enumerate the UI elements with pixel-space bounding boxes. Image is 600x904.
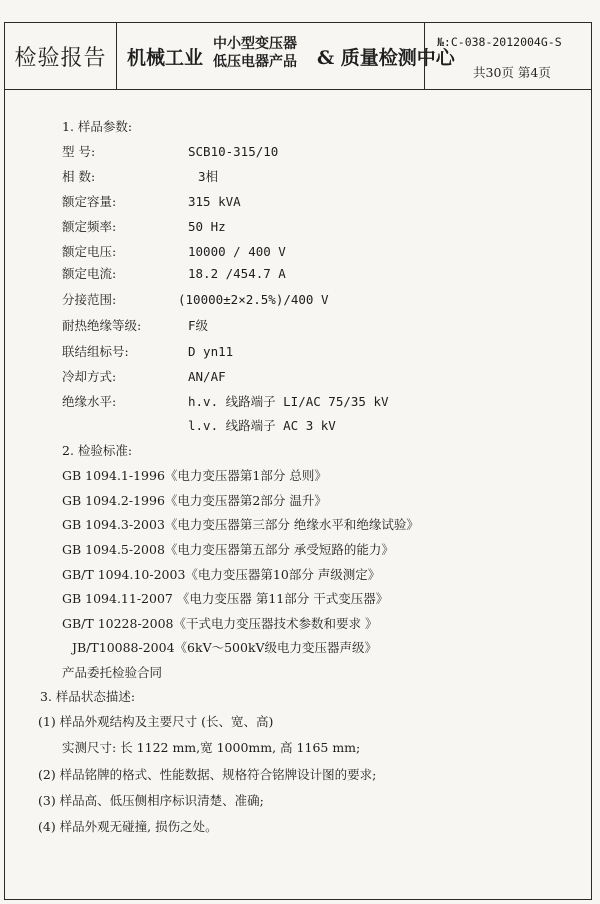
standard-item: GB 1094.11-2007 《电力变压器 第11部分 干式变压器》 [62, 591, 389, 606]
standard-item: GB/T 10228-2008《干式电力变压器技术参数和要求 》 [62, 616, 378, 631]
param-value: F级 [188, 318, 209, 333]
param-value: 50 Hz [188, 219, 226, 234]
org-line-a: 中小型变压器 [213, 36, 297, 52]
param-label: 额定电压: [62, 244, 117, 259]
param-label: 冷却方式: [62, 369, 117, 384]
param-label: 额定容量: [62, 194, 117, 209]
org-name-stacked [213, 35, 297, 71]
param-value: 18.2 /454.7 A [188, 266, 286, 281]
report-number: №:C-038-2012004G-S [437, 35, 562, 49]
param-label: 耐热绝缘等级: [62, 318, 142, 333]
section2-title: 2. 检验标准: [62, 443, 133, 458]
param-value: (10000±2×2.5%)/400 V [178, 292, 329, 307]
param-label: 额定频率: [62, 219, 117, 234]
status-item: 实测尺寸: 长 1122 mm,宽 1000mm, 高 1165 mm; [62, 740, 361, 755]
insulation-label: 绝缘水平: [62, 394, 117, 409]
standard-item: JB/T10088-2004《6kV～500kV级电力变压器声级》 [72, 640, 378, 655]
status-item: (3) 样品高、低压侧相序标识清楚、准确; [38, 793, 264, 808]
standard-item: GB 1094.5-2008《电力变压器第五部分 承受短路的能力》 [62, 542, 394, 557]
standard-item: 产品委托检验合同 [62, 665, 163, 680]
insulation-lv: l.v. 线路端子 AC 3 kV [188, 418, 336, 433]
standard-item: GB/T 1094.10-2003《电力变压器第10部分 声级测定》 [62, 567, 381, 582]
status-item: (4) 样品外观无碰撞, 损伤之处。 [38, 819, 218, 834]
param-label: 型 号: [62, 144, 96, 159]
page-info: 共30页 第4页 [473, 65, 551, 80]
org-name-part1: 机械工业 [127, 47, 204, 69]
issuing-organization [117, 23, 455, 89]
param-label: 相 数: [62, 169, 96, 184]
param-value: AN/AF [188, 369, 226, 384]
report-meta [425, 23, 591, 89]
status-item: (2) 样品铭牌的格式、性能数据、规格符合铭牌设计图的要求; [38, 767, 377, 782]
standard-item: GB 1094.3-2003《电力变压器第三部分 绝缘水平和绝缘试验》 [62, 517, 419, 532]
standard-item: GB 1094.2-1996《电力变压器第2部分 温升》 [62, 493, 327, 508]
param-value: 3相 [198, 169, 219, 184]
param-value: 10000 / 400 V [188, 244, 286, 259]
param-label: 额定电流: [62, 266, 117, 281]
param-label: 联结组标号: [62, 344, 129, 359]
status-item: (1) 样品外观结构及主要尺寸 (长、宽、高) [38, 714, 274, 729]
section1-title: 1. 样品参数: [62, 119, 133, 134]
param-value: D yn11 [188, 344, 234, 359]
standard-item: GB 1094.1-1996《电力变压器第1部分 总则》 [62, 468, 327, 483]
org-name-part3: & 质量检测中心 [317, 47, 455, 69]
section3-title: 3. 样品状态描述: [40, 689, 136, 704]
report-label: 检验报告 [5, 23, 117, 89]
param-value: 315 kVA [188, 194, 241, 209]
report-header [4, 22, 592, 90]
param-label: 分接范围: [62, 292, 117, 307]
param-value: SCB10-315/10 [188, 144, 279, 159]
insulation-hv: h.v. 线路端子 LI/AC 75/35 kV [188, 394, 389, 409]
org-line-b: 低压电器产品 [213, 54, 297, 70]
